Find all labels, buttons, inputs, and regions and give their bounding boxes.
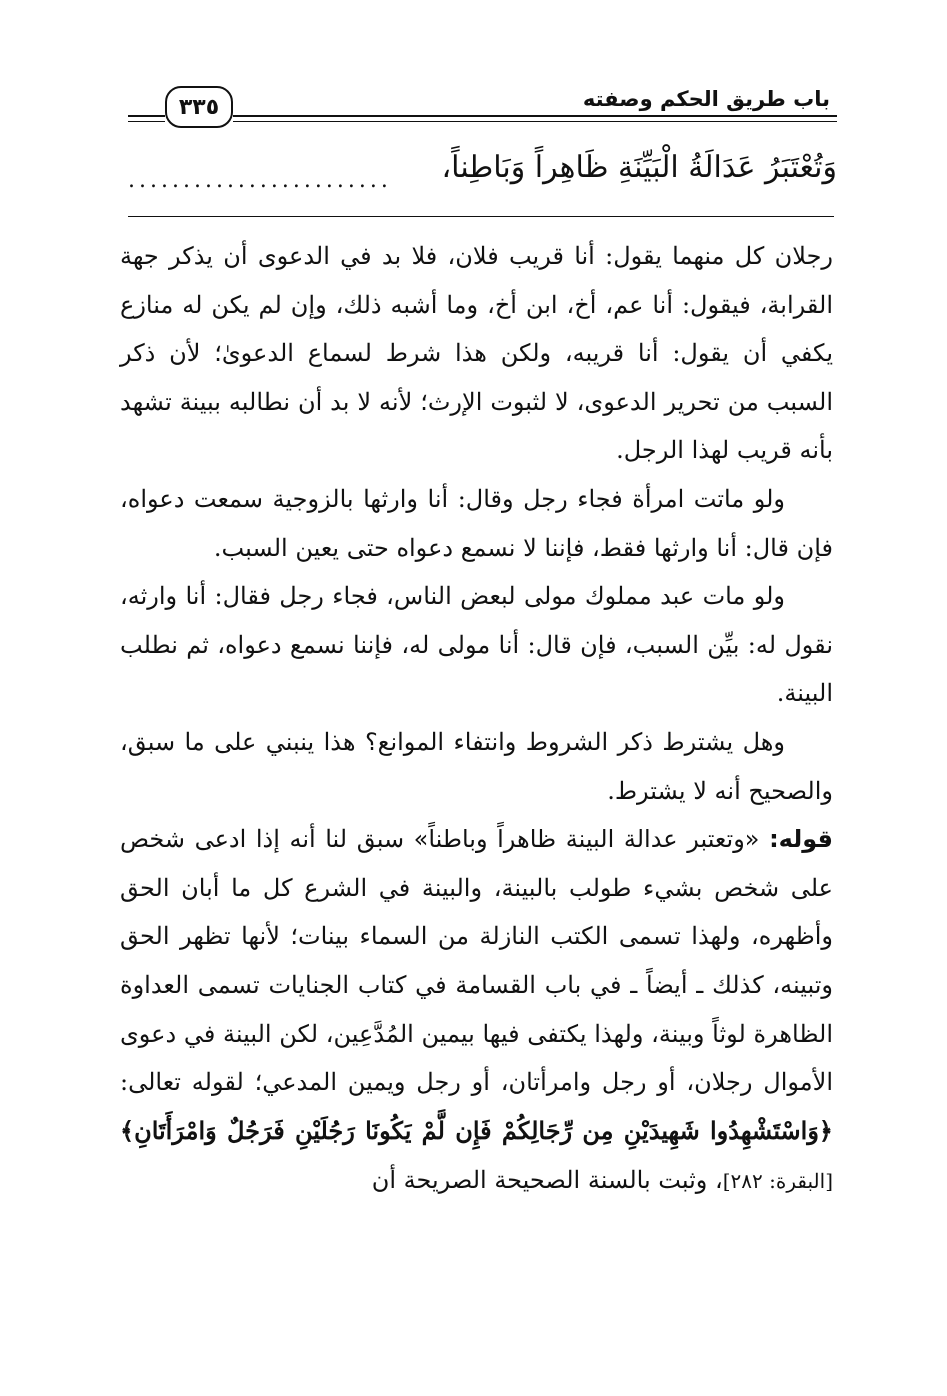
paragraph-2: ولو ماتت امرأة فجاء رجل وقال: أنا وارثها بالزوجية سمعت دعواه، فإن قال: أنا وارثها فقط، فإننا لا نسمع دعواه حتى يعين السبب.	[120, 484, 833, 562]
header-rule-right-bottom	[233, 121, 837, 122]
quran-ayah: ﴿وَاسْتَشْهِدُوا شَهِيدَيْنِ مِن رِّجَالِكُمْ فَإِن لَّمْ يَكُونَا رَجُلَيْنِ فَرَجُلٌ وَامْرَأَتَانِ﴾	[120, 1115, 833, 1145]
paragraph-1: رجلان كل منهما يقول: أنا قريب فلان، فلا بد في الدعوى أن يذكر جهة القرابة، فيقول: أنا عم، أخ، ابن أخ، وما أشبه ذلك، وإن لم يكن له منازع يكفي أن يقول: أنا قريبه، ولكن هذا شرط لسماع الدعوىٰ؛ لأن ذكر السبب من تحرير الدعوى، لا لثبوت الإرث؛ لأنه لا بد أن نطالبه ببينة تشهد بأنه قريب لهذا الرجل.	[120, 242, 833, 465]
paragraph-4: وهل يشترط ذكر الشروط وانتفاء الموانع؟ هذا ينبني على ما سبق، والصحيح أنه لا يشترط.	[120, 727, 833, 805]
page-number: ٣٣٥	[165, 86, 233, 128]
header-rule-left-bottom	[128, 121, 165, 122]
header-rule-right-top	[233, 115, 837, 117]
commentary-body	[120, 232, 833, 1206]
ayah-reference: [البقرة: ٢٨٢]	[722, 1169, 833, 1194]
header-rule-left-top	[128, 115, 165, 117]
paragraph-3: ولو مات عبد مملوك مولى لبعض الناس، فجاء رجل فقال: أنا وارثه، نقول له: بيِّن السبب، فإن قال: أنا مولى له، فإننا نسمع دعواه، ثم نطلب البينة.	[120, 582, 833, 708]
matn-quote: «وتعتبر عدالة البينة ظاهراً وباطناً»	[413, 825, 760, 854]
paragraph-5-tail: ، وثبت بالسنة الصحيحة الصريحة أن	[371, 1166, 723, 1195]
chapter-title: باب طريق الحكم وصفته	[582, 87, 830, 111]
matn-text: وَتُعْتَبَرُ عَدَالَةُ الْبَيِّنَةِ ظَاهِراً وَبَاطِناً،	[441, 150, 837, 185]
paragraph-5-text: سبق لنا أنه إذا ادعى شخص على شخص بشيء طولب بالبينة، والبينة في الشرع كل ما أبان الحق وأظهره، ولهذا تسمى الكتب النازلة من السماء بينات؛ لأنها تظهر الحق وتبينه، كذلك ـ أيضاً ـ في باب القسامة في كتاب الجنايات تسمى العداوة الظاهرة لوثاً وبينة، ولهذا يكتفى فيها بيمين المُدَّعِين، لكن البينة في دعوى الأموال رجلان، أو رجل وامرأتان، أو رجل ويمين المدعي؛ لقوله تعالى:	[120, 825, 833, 1097]
matn-separator	[128, 216, 834, 217]
matn-dots: ........................	[128, 168, 392, 193]
paragraph-5	[120, 815, 833, 1206]
qawl-label: قوله:	[769, 825, 833, 854]
